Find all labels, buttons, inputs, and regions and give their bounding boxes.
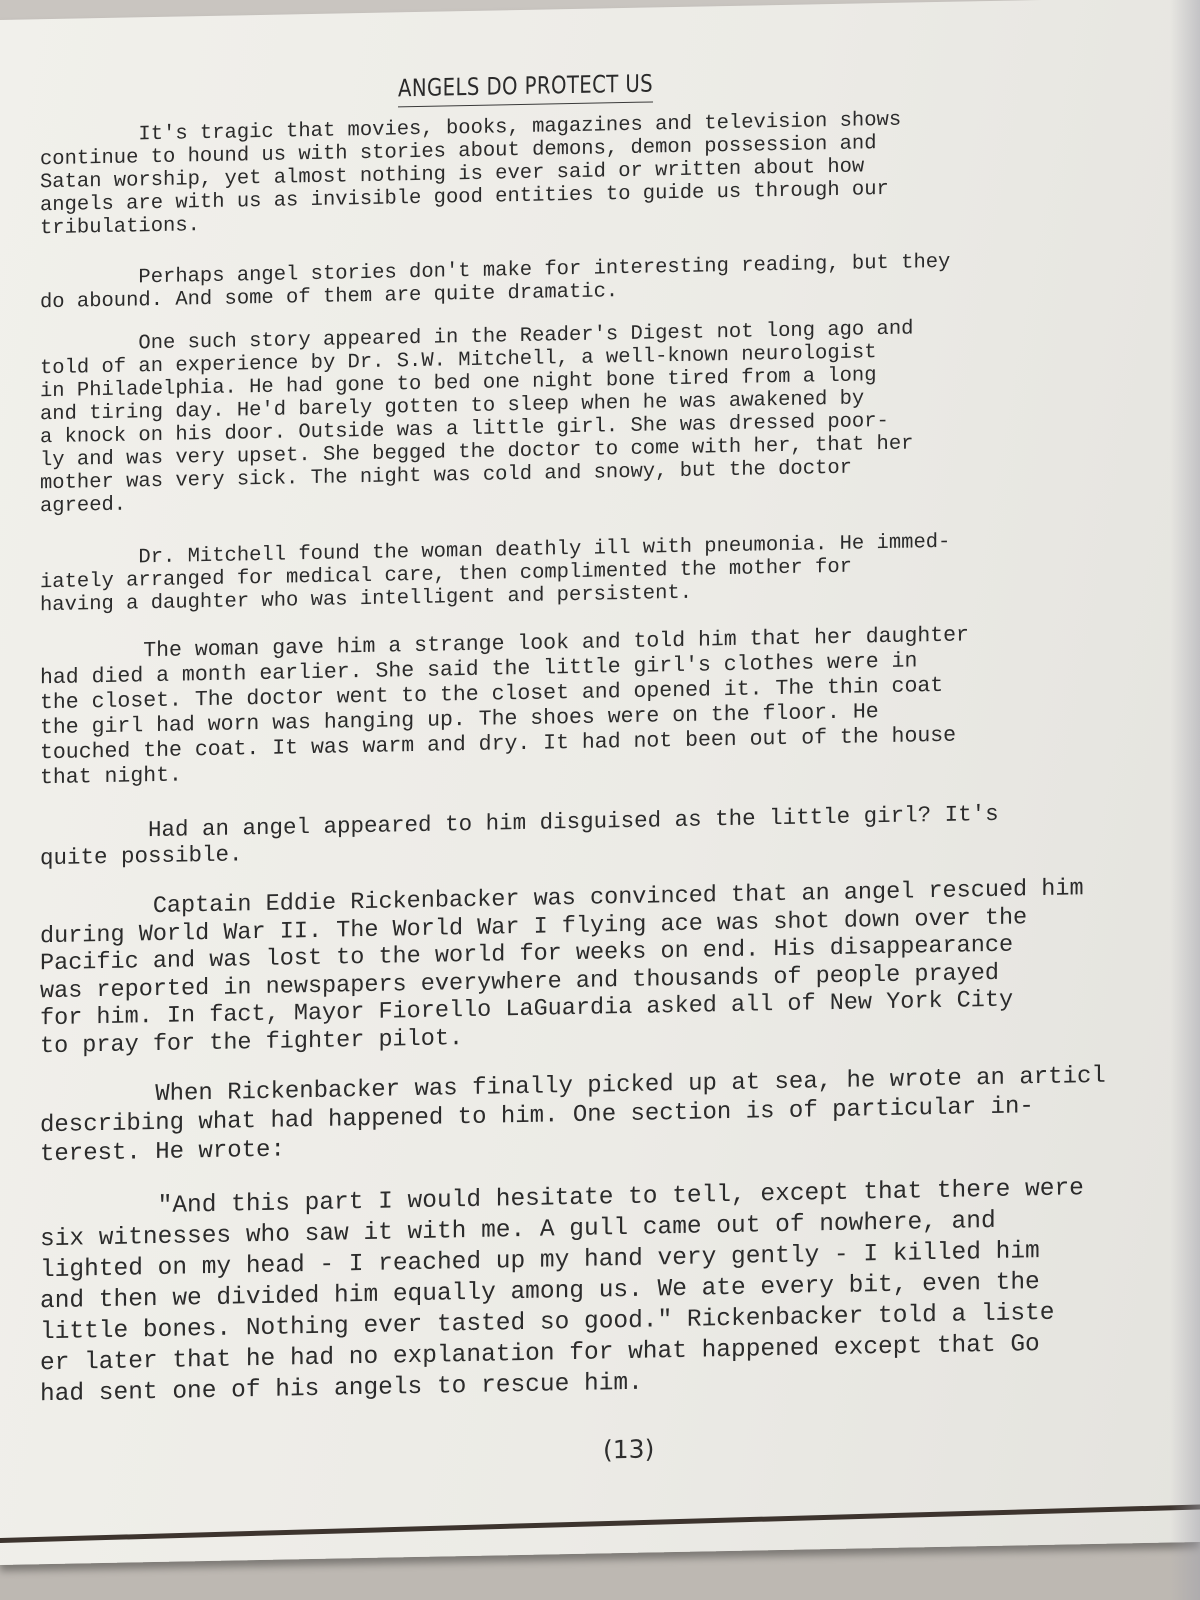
paragraph: Had an angel appeared to him disguised as the little girl? It's quite possible. (40, 800, 999, 872)
paragraph: One such story appeared in the Reader's Digest not long ago and told of an experience by Dr. S.W. Mitchell, a well-known neurologist in Philadelphia. He had gone to bed one night bone tired from a long and tiring day. He'd barely gotten to sleep when he was awakened by a knock on his door. Outside was a little girl. She was dressed poor- ly and was very upset. She begged the doctor to come with her, that her mother was very sick. The night was cold and snowy, but the doctor agreed. (40, 317, 914, 519)
paragraph: "And this part I would hesitate to tell, except that there were six witnesses who saw it with me. A gull came out of nowhere, and lighted on my head - I reached up my hand very gently - I killed him and then we divided him equally among us. We ate every bit, even the little bones. Nothing ever tasted so good." Rickenbacker told a liste er later that he had no explanation for what happened except that Go had sent one of his angels to rescue him. (40, 1175, 1084, 1409)
page-title: ANGELS DO PROTECT US (398, 69, 653, 107)
paragraph: Captain Eddie Rickenbacker was convinced that an angel rescued him during World War II. The World War I flying ace was shot down over the Pacific and was lost to the world for weeks on end. His disappearance was reported in newspapers everywhere and thousands of people prayed for him. In fact, Mayor Fiorello LaGuardia asked all of New York City to pray for the fighter pilot. (40, 875, 1084, 1060)
paragraph: Perhaps angel stories don't make for interesting reading, but they do abound. And some of them are quite dramatic. (40, 250, 951, 315)
paragraph: It's tragic that movies, books, magazines and television shows continue to hound us with stories about demons, demon possession and Satan worship, yet almost nothing is ever said or written about how angels are with us as invisible good entities to guide us through our tribulations. (40, 108, 902, 241)
page-number: (13) (603, 1434, 655, 1465)
page-shadow (1170, 0, 1200, 1600)
paragraph: Dr. Mitchell found the woman deathly ill with pneumonia. He immed- iately arranged for medical care, then complimented the mother for having a daughter who was intelligent and persistent. (40, 530, 951, 618)
body-text (40, 103, 1180, 1410)
paragraph: When Rickenbacker was finally picked up at sea, he wrote an articl describing what had happened to him. One section is of particular in- terest. He wrote: (40, 1062, 1106, 1169)
paragraph: The woman gave him a strange look and told him that her daughter had died a month earlier. She said the little girl's clothes were in the closet. The doctor went to the closet and opened it. The thin coat the girl had worn was hanging up. The shoes were on the floor. He touched the coat. It was warm and dry. It had not been out of the house that night. (40, 623, 969, 791)
